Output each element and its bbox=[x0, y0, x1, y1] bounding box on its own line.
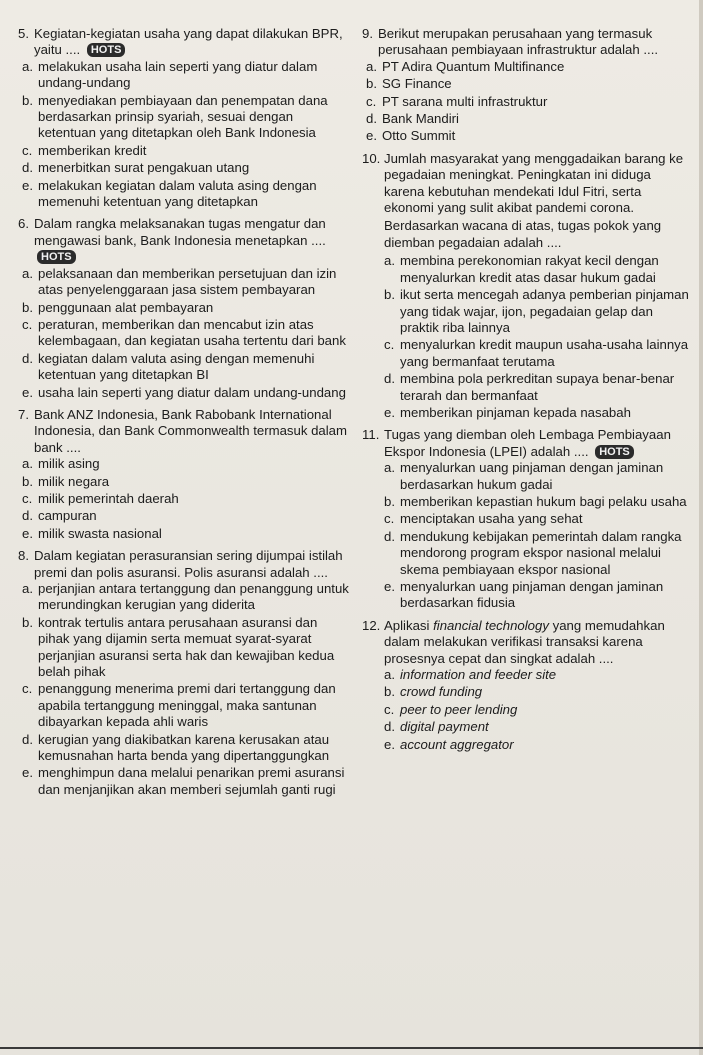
option-letter: a. bbox=[22, 581, 33, 596]
option-letter: b. bbox=[384, 493, 395, 509]
option-text: memberikan pinjaman kepada nasabah bbox=[400, 404, 631, 420]
option-text: PT Adira Quantum Multifinance bbox=[382, 58, 565, 74]
option-text: kontrak tertulis antara perusahaan asuransi dan pihak yang dijamin serta memuat syarat-syarat perjanjian asuransi serta hak dan kewajiban kedua belah pihak bbox=[38, 614, 335, 680]
option-d[interactable] bbox=[384, 371, 692, 404]
option-c[interactable] bbox=[22, 681, 350, 730]
option-text: PT sarana multi infrastruktur bbox=[382, 93, 548, 109]
question-stem-italic: financial technology bbox=[433, 617, 549, 633]
option-e[interactable] bbox=[384, 579, 692, 612]
option-letter: e. bbox=[22, 384, 33, 400]
option-text: membina pola perkreditan supaya benar-benar terarah dan bermanfaat bbox=[400, 371, 675, 403]
question-number: 11. bbox=[362, 427, 380, 443]
question-stem: Dalam rangka melaksanakan tugas mengatur dan mengawasi bank, Bank Indonesia menetapkan .... bbox=[34, 216, 326, 248]
option-text: milik asing bbox=[38, 456, 100, 472]
option-c[interactable] bbox=[366, 94, 692, 110]
option-e[interactable] bbox=[384, 405, 692, 421]
option-letter: a. bbox=[366, 58, 377, 74]
option-letter: d. bbox=[22, 508, 33, 524]
option-text: mendukung kebijakan pemerintah dalam rangka mendorong program ekspor nasional melalui skema pembiayaan ekspor nasional bbox=[400, 528, 682, 577]
option-b[interactable] bbox=[22, 300, 350, 316]
left-column bbox=[18, 26, 350, 799]
option-letter: c. bbox=[384, 511, 395, 527]
option-text: menciptakan usaha yang sehat bbox=[400, 511, 583, 527]
option-c[interactable] bbox=[384, 511, 692, 527]
question-5 bbox=[18, 26, 350, 210]
option-text: digital payment bbox=[400, 719, 489, 735]
option-letter: c. bbox=[22, 490, 33, 506]
option-d[interactable] bbox=[384, 719, 692, 735]
option-text: menyalurkan uang pinjaman dengan jaminan berdasarkan hukum gadai bbox=[400, 460, 664, 492]
option-letter: b. bbox=[384, 684, 395, 700]
option-text: SG Finance bbox=[382, 76, 452, 92]
option-letter: a. bbox=[22, 265, 33, 281]
option-letter: c. bbox=[22, 142, 33, 158]
option-a[interactable] bbox=[384, 667, 692, 683]
hots-badge: HOTS bbox=[87, 43, 126, 57]
option-c[interactable] bbox=[22, 143, 350, 159]
option-letter: b. bbox=[22, 92, 33, 108]
question-12 bbox=[362, 618, 692, 753]
option-letter: c. bbox=[384, 337, 395, 353]
option-text: information and feeder site bbox=[400, 667, 557, 683]
option-text: menyediakan pembiayaan dan penempatan dana berdasarkan prinsip syariah, sesuai dengan ketentuan yang ditetapkan oleh Bank Indonesia bbox=[38, 92, 328, 141]
question-stem: Jumlah masyarakat yang menggadaikan barang ke pegadaian meningkat. Peningkatan ini diduga karena kebutuhan mendekati Idul Fitri, serta ekonomi yang sulit akibat pandemi corona. bbox=[384, 150, 684, 216]
option-b[interactable] bbox=[22, 93, 350, 142]
option-b[interactable] bbox=[384, 684, 692, 700]
question-number: 12. bbox=[362, 617, 381, 633]
option-d[interactable] bbox=[22, 508, 350, 524]
question-stem-pre: Aplikasi bbox=[384, 617, 434, 633]
option-text: milik negara bbox=[38, 473, 110, 489]
question-stem: Berikut merupakan perusahaan yang termasuk perusahaan pembiayaan infrastruktur adalah .... bbox=[378, 26, 659, 58]
option-text: penggunaan alat pembayaran bbox=[38, 299, 214, 315]
option-text: perjanjian antara tertanggung dan penanggung untuk merundingkan kerugian yang diderita bbox=[38, 581, 349, 613]
option-letter: b. bbox=[366, 76, 377, 92]
option-letter: a. bbox=[22, 456, 33, 472]
option-text: menghimpun dana melalui penarikan premi asuransi dan menjanjikan akan memberi sejumlah ganti rugi bbox=[38, 765, 345, 797]
option-b[interactable] bbox=[22, 474, 350, 490]
option-b[interactable] bbox=[384, 494, 692, 510]
option-text: menyalurkan kredit maupun usaha-usaha lainnya yang bermanfaat terutama bbox=[400, 337, 689, 369]
option-b[interactable] bbox=[366, 76, 692, 92]
option-a[interactable] bbox=[384, 460, 692, 493]
option-a[interactable] bbox=[22, 456, 350, 472]
option-letter: d. bbox=[366, 111, 377, 127]
option-text: peraturan, memberikan dan mencabut izin atas kelembagaan, dan kegiatan usaha tertentu dari bank bbox=[38, 316, 346, 349]
option-c[interactable] bbox=[384, 337, 692, 370]
question-number: 10. bbox=[362, 150, 381, 166]
option-e[interactable] bbox=[22, 765, 350, 798]
option-text: melakukan usaha lain seperti yang diatur dalam undang-undang bbox=[38, 58, 318, 91]
option-text: milik pemerintah daerah bbox=[38, 490, 179, 506]
question-number: 5. bbox=[18, 26, 29, 41]
option-text: menerbitkan surat pengakuan utang bbox=[38, 160, 250, 176]
question-11 bbox=[362, 427, 692, 611]
option-e[interactable] bbox=[384, 737, 692, 753]
option-text: milik swasta nasional bbox=[38, 525, 162, 541]
question-number: 7. bbox=[18, 406, 29, 422]
option-letter: a. bbox=[384, 667, 395, 683]
question-stem-post: yang memudahkan dalam melakukan verifikasi transaksi karena prosesnya cepat dan singkat adalah .... bbox=[384, 617, 665, 666]
option-letter: d. bbox=[22, 160, 33, 176]
option-text: Otto Summit bbox=[382, 128, 456, 144]
option-letter: b. bbox=[22, 299, 33, 315]
option-text: kegiatan dalam valuta asing dengan memenuhi ketentuan yang ditetapkan BI bbox=[38, 350, 315, 383]
question-prompt: Berdasarkan wacana di atas, tugas pokok yang diemban pegadaian adalah .... bbox=[384, 218, 662, 250]
option-letter: d. bbox=[384, 719, 395, 735]
option-letter: b. bbox=[384, 287, 395, 303]
question-stem: Bank ANZ Indonesia, Bank Rabobank International Indonesia, dan Bank Commonwealth termasuk dalam bank .... bbox=[34, 406, 348, 455]
question-8 bbox=[18, 548, 350, 798]
option-letter: e. bbox=[384, 579, 395, 594]
option-e[interactable] bbox=[22, 178, 350, 211]
option-d[interactable] bbox=[22, 732, 350, 765]
option-text: pelaksanaan dan memberikan persetujuan dan izin atas penyelenggaraan jasa sistem pembayaran bbox=[38, 265, 337, 298]
right-column bbox=[362, 26, 692, 754]
option-letter: d. bbox=[22, 350, 33, 366]
option-d[interactable] bbox=[366, 111, 692, 127]
question-number: 9. bbox=[362, 26, 373, 41]
option-text: account aggregator bbox=[400, 736, 514, 752]
option-letter: b. bbox=[22, 614, 33, 630]
option-text: menyalurkan uang pinjaman dengan jaminan berdasarkan fidusia bbox=[400, 579, 664, 611]
option-e[interactable] bbox=[22, 526, 350, 542]
option-e[interactable] bbox=[366, 128, 692, 144]
option-d[interactable] bbox=[22, 351, 350, 384]
option-letter: e. bbox=[22, 765, 33, 781]
option-a[interactable] bbox=[22, 59, 350, 92]
option-text: memberikan kepastian hukum bagi pelaku usaha bbox=[400, 493, 687, 509]
option-letter: c. bbox=[366, 93, 377, 109]
option-text: crowd funding bbox=[400, 684, 483, 700]
option-text: ikut serta mencegah adanya pemberian pinjaman yang tidak wajar, ijon, pegadaian gelap dan praktik riba lainnya bbox=[400, 287, 689, 335]
question-stem: Tugas yang diemban oleh Lembaga Pembiayaan Ekspor Indonesia (LPEI) adalah .... bbox=[384, 427, 671, 459]
option-text: usaha lain seperti yang diatur dalam undang-undang bbox=[38, 384, 346, 400]
option-c[interactable] bbox=[384, 702, 692, 718]
option-text: peer to peer lending bbox=[400, 701, 518, 717]
option-text: melakukan kegiatan dalam valuta asing dengan memenuhi ketentuan yang ditetapkan bbox=[38, 177, 317, 210]
option-e[interactable] bbox=[22, 385, 350, 401]
option-c[interactable] bbox=[22, 491, 350, 507]
option-a[interactable] bbox=[366, 59, 692, 75]
question-10 bbox=[362, 151, 692, 422]
page-edge bbox=[699, 0, 703, 1055]
option-text: membina perekonomian rakyat kecil dengan menyalurkan kredit atas dasar hukum gadai bbox=[400, 253, 659, 285]
question-stem: Kegiatan-kegiatan usaha yang dapat dilakukan BPR, yaitu .... bbox=[34, 26, 343, 58]
option-letter: d. bbox=[22, 731, 33, 747]
question-6 bbox=[18, 216, 350, 400]
option-letter: a. bbox=[384, 253, 395, 269]
option-letter: c. bbox=[384, 701, 395, 717]
option-text: penanggung menerima premi dari tertanggung dan apabila tertanggung meninggal, maka santunan dibayarkan kepada ahli waris bbox=[38, 681, 336, 730]
option-letter: e. bbox=[366, 128, 377, 144]
option-letter: d. bbox=[384, 371, 395, 387]
option-d[interactable] bbox=[22, 160, 350, 176]
option-text: Bank Mandiri bbox=[382, 111, 459, 127]
option-letter: c. bbox=[22, 316, 33, 332]
option-letter: e. bbox=[384, 736, 395, 752]
question-9 bbox=[362, 26, 692, 145]
option-text: memberikan kredit bbox=[38, 142, 147, 158]
question-7 bbox=[18, 407, 350, 542]
option-letter: a. bbox=[22, 58, 33, 74]
hots-badge: HOTS bbox=[37, 250, 76, 264]
option-b[interactable] bbox=[384, 287, 692, 336]
option-c[interactable] bbox=[22, 317, 350, 350]
option-d[interactable] bbox=[384, 529, 692, 578]
option-letter: d. bbox=[384, 528, 395, 544]
option-a[interactable] bbox=[22, 266, 350, 299]
hots-badge: HOTS bbox=[595, 445, 634, 459]
option-text: campuran bbox=[38, 508, 97, 524]
option-letter: c. bbox=[22, 681, 33, 697]
question-stem: Dalam kegiatan perasuransian sering dijumpai istilah premi dan polis asuransi. Polis asuransi adalah .... bbox=[34, 548, 343, 580]
option-letter: a. bbox=[384, 460, 395, 476]
option-a[interactable] bbox=[22, 581, 350, 614]
option-letter: e. bbox=[22, 177, 33, 193]
question-number: 6. bbox=[18, 216, 29, 232]
option-letter: b. bbox=[22, 473, 33, 489]
option-a[interactable] bbox=[384, 253, 692, 286]
question-number: 8. bbox=[18, 548, 29, 564]
option-letter: e. bbox=[22, 525, 33, 541]
option-b[interactable] bbox=[22, 615, 350, 681]
page-bottom-rule bbox=[0, 1047, 703, 1049]
option-letter: e. bbox=[384, 404, 395, 420]
option-text: kerugian yang diakibatkan karena kerusakan atau kemusnahan harta benda yang dipertanggungkan bbox=[38, 731, 330, 764]
